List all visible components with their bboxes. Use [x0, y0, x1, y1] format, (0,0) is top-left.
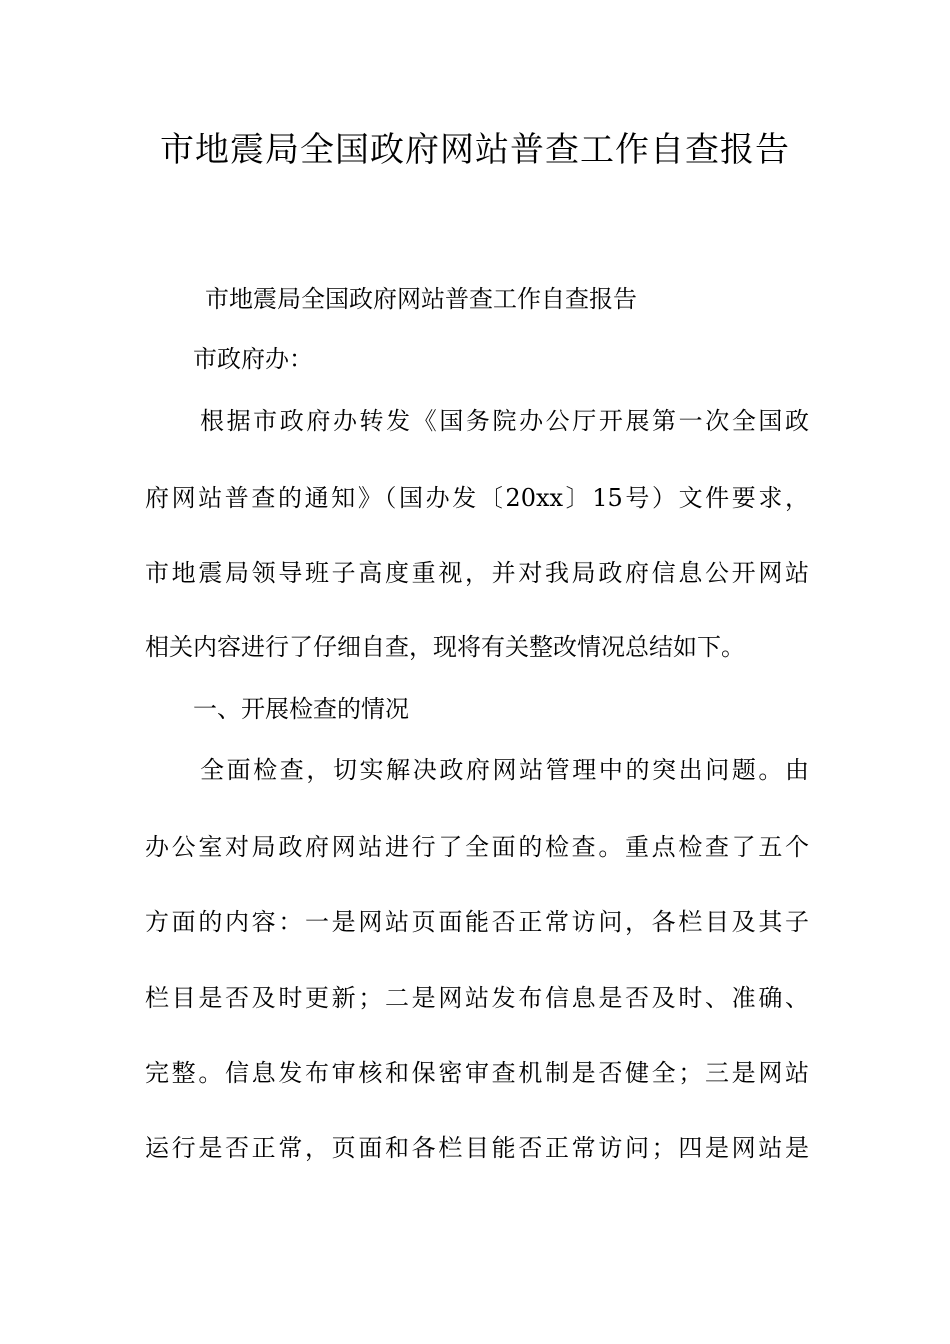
section1-heading: 一、开展检查的情况 — [193, 695, 409, 723]
paragraph1-line3: 市地震局领导班子高度重视，并对我局政府信息公开网站 — [145, 559, 809, 587]
document-title: 市地震局全国政府网站普查工作自查报告 — [160, 130, 790, 170]
paragraph2-line1: 全面检查，切实解决政府网站管理中的突出问题。由 — [200, 756, 809, 784]
paragraph2-line3: 方面的内容：一是网站页面能否正常访问，各栏目及其子 — [145, 908, 809, 936]
paragraph1-line1: 根据市政府办转发《国务院办公厅开展第一次全国政 — [200, 407, 809, 435]
paragraph2-line5: 完整。信息发布审核和保密审查机制是否健全；三是网站 — [145, 1059, 809, 1087]
document-subtitle: 市地震局全国政府网站普查工作自查报告 — [205, 285, 637, 313]
salutation: 市政府办： — [193, 345, 313, 373]
paragraph2-line4: 栏目是否及时更新；二是网站发布信息是否及时、准确、 — [145, 984, 809, 1012]
paragraph2-line6: 运行是否正常，页面和各栏目能否正常访问；四是网站是 — [145, 1134, 809, 1162]
paragraph1-line2: 府网站普查的通知》（国办发〔20xx〕15号）文件要求， — [145, 484, 809, 512]
paragraph1-line4: 相关内容进行了仔细自查，现将有关整改情况总结如下。 — [145, 633, 745, 661]
paragraph2-line2: 办公室对局政府网站进行了全面的检查。重点检查了五个 — [145, 833, 809, 861]
